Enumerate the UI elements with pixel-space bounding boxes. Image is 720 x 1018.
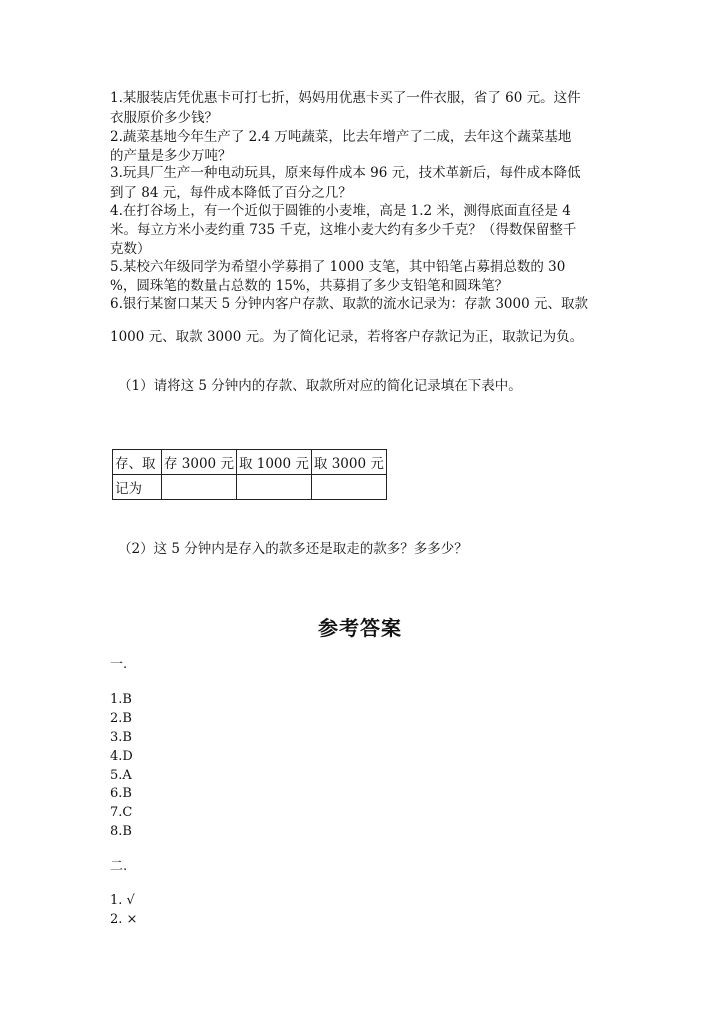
question-6-line-1: 6.银行某窗口某天 5 分钟内客户存款、取款的流水记录为：存款 3000 元、取款 bbox=[110, 296, 588, 312]
answer-item: 1.B bbox=[110, 692, 132, 707]
table-cell: 存、取 bbox=[113, 450, 162, 475]
answer-item: 2.B bbox=[110, 711, 132, 726]
answer-item: 5.A bbox=[110, 768, 132, 783]
answer-item: 2. × bbox=[110, 912, 138, 927]
question-2-line-1: 2.蔬菜基地今年生产了 2.4 万吨蔬菜，比去年增产了二成，去年这个蔬菜基地 bbox=[110, 129, 572, 145]
section-1-heading: 一. bbox=[110, 657, 128, 672]
answers-title: 参考答案 bbox=[318, 616, 402, 640]
question-3-line-2: 到了 84 元，每件成本降低了百分之几？ bbox=[110, 185, 352, 201]
question-3-line-1: 3.玩具厂生产一种电动玩具，原来每件成本 96 元，技术革新后，每件成本降低 bbox=[110, 165, 581, 181]
table-cell-blank bbox=[311, 475, 386, 500]
section-2-heading: 二. bbox=[110, 859, 128, 874]
table-cell: 存 3000 元 bbox=[162, 450, 237, 475]
question-4-line-2: 米。每立方米小麦约重 735 千克，这堆小麦大约有多少千克？（得数保留整千 bbox=[110, 222, 577, 238]
table-cell-blank bbox=[236, 475, 311, 500]
question-5-line-1: 5.某校六年级同学为希望小学募捐了 1000 支笔，其中铅笔占募捐总数的 30 bbox=[110, 259, 566, 275]
record-table bbox=[112, 449, 387, 500]
question-4-line-3: 克数） bbox=[110, 241, 151, 257]
table-cell: 取 1000 元 bbox=[236, 450, 311, 475]
answer-item: 3.B bbox=[110, 730, 132, 745]
table-cell: 取 3000 元 bbox=[311, 450, 386, 475]
answer-item: 8.B bbox=[110, 824, 132, 839]
question-5-line-2: %，圆珠笔的数量占总数的 15%，共募捐了多少支铅笔和圆珠笔？ bbox=[110, 278, 509, 294]
answer-item: 4.D bbox=[110, 749, 133, 764]
answer-item: 7.C bbox=[110, 805, 133, 820]
question-1-line-1: 1.某服装店凭优惠卡可打七折，妈妈用优惠卡买了一件衣服，省了 60 元。这件 bbox=[110, 90, 581, 106]
table-row bbox=[113, 450, 387, 475]
answer-item: 1. √ bbox=[110, 893, 135, 908]
question-6-line-2: 1000 元、取款 3000 元。为了简化记录，若将客户存款记为正，取款记为负。 bbox=[110, 329, 584, 345]
table-cell-blank bbox=[162, 475, 237, 500]
question-1-line-2: 衣服原价多少钱？ bbox=[110, 110, 218, 126]
table-row bbox=[113, 475, 387, 500]
answer-item: 6.B bbox=[110, 786, 132, 801]
question-4-line-1: 4.在打谷场上，有一个近似于圆锥的小麦堆，高是 1.2 米，测得底面直径是 4 bbox=[110, 203, 571, 219]
table-cell: 记为 bbox=[113, 475, 162, 500]
question-6-part-1: （1）请将这 5 分钟内的存款、取款所对应的简化记录填在下表中。 bbox=[118, 378, 522, 394]
question-6-part-2: （2）这 5 分钟内是存入的款多还是取走的款多？多多少？ bbox=[118, 541, 468, 557]
question-2-line-2: 的产量是多少万吨？ bbox=[110, 148, 232, 164]
